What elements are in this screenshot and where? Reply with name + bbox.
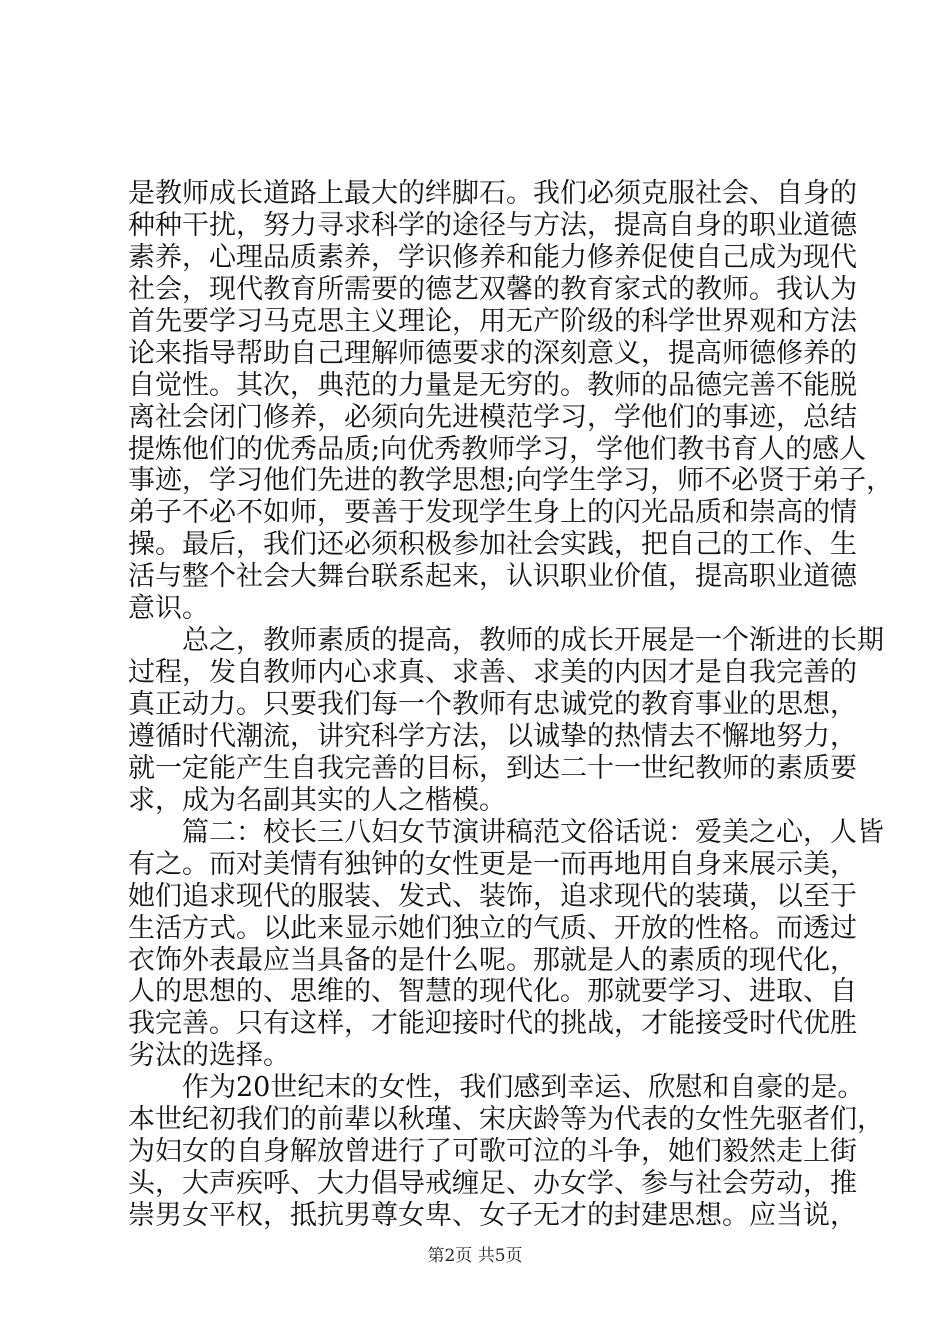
text-line: 求，成为名副其实的人之楷模。 (128, 785, 506, 816)
text-line: 为妇女的自身解放曾进行了可歌可泣的斗争，她们毅然走上街 (128, 1136, 857, 1167)
text-line: 衣饰外表最应当具备的是什么呢。那就是人的素质的现代化， (128, 945, 857, 976)
text-line: 弟子不必不如师，要善于发现学生身上的闪光品质和崇高的情 (128, 497, 857, 528)
text-line: 是教师成长道路上最大的绊脚石。我们必须克服社会、自身的 (128, 178, 857, 209)
text-line: 事迹，学习他们先进的教学思想;向学生学习，师不必贤于弟子， (128, 465, 894, 496)
text-line: 素养，心理品质素养，学识修养和能力修养促使自己成为现代 (128, 242, 857, 273)
text-line: 过程，发自教师内心求真、求善、求美的内因才是自我完善的 (128, 657, 857, 688)
text-line: 操。最后，我们还必须积极参加社会实践，把自己的工作、生 (128, 529, 857, 560)
text-line: 提炼他们的优秀品质;向优秀教师学习，学他们教书育人的感人 (128, 434, 867, 465)
text-line: 论来指导帮助自己理解师德要求的深刻意义，提高师德修养的 (128, 338, 857, 369)
text-line: 真正动力。只要我们每一个教师有忠诚党的教育事业的思想， (128, 689, 857, 720)
paragraph-start-line: 作为20世纪末的女性，我们感到幸运、欣慰和自豪的是。 (182, 1072, 865, 1103)
text-line: 首先要学习马克思主义理论，用无产阶级的科学世界观和方法 (128, 306, 857, 337)
text-line: 生活方式。以此来显示她们独立的气质、开放的性格。而透过 (128, 913, 857, 944)
text-line: 自觉性。其次，典范的力量是无穷的。教师的品德完善不能脱 (128, 370, 857, 401)
text-line: 遵循时代潮流，讲究科学方法，以诚挚的热情去不懈地努力， (128, 721, 857, 752)
text-line: 活与整个社会大舞台联系起来，认识职业价值，提高职业道德 (128, 561, 857, 592)
text-line: 本世纪初我们的前辈以秋瑾、宋庆龄等为代表的女性先驱者们， (128, 1104, 884, 1135)
paragraph-start-line: 总之，教师素质的提高，教师的成长开展是一个渐进的长期 (182, 625, 884, 656)
text-line: 种种干扰，努力寻求科学的途径与方法，提高自身的职业道德 (128, 210, 857, 241)
text-line: 崇男女平权，抵抗男尊女卑、女子无才的封建思想。应当说， (128, 1200, 857, 1231)
text-line: 离社会闭门修养，必须向先进模范学习，学他们的事迹，总结 (128, 402, 857, 433)
text-line: 有之。而对美情有独钟的女性更是一而再地用自身来展示美， (128, 849, 857, 880)
page-number-footer: 第2页 共5页 (427, 1246, 523, 1266)
text-line: 意识。 (128, 593, 209, 624)
text-line: 头，大声疾呼、大力倡导戒缠足、办女学、参与社会劳动，推 (128, 1168, 857, 1199)
paragraph-start-line: 篇二：校长三八妇女节演讲稿范文俗话说：爱美之心，人皆 (182, 817, 884, 848)
text-line: 人的思想的、思维的、智慧的现代化。那就要学习、进取、自 (128, 976, 857, 1007)
text-line: 我完善。只有这样，才能迎接时代的挑战，才能接受时代优胜 (128, 1008, 857, 1039)
text-line: 她们追求现代的服装、发式、装饰，追求现代的装璜，以至于 (128, 881, 857, 912)
text-line: 就一定能产生自我完善的目标，到达二十一世纪教师的素质要 (128, 753, 857, 784)
text-line: 劣汰的选择。 (128, 1040, 290, 1071)
text-line: 社会，现代教育所需要的德艺双馨的教育家式的教师。我认为 (128, 274, 857, 305)
